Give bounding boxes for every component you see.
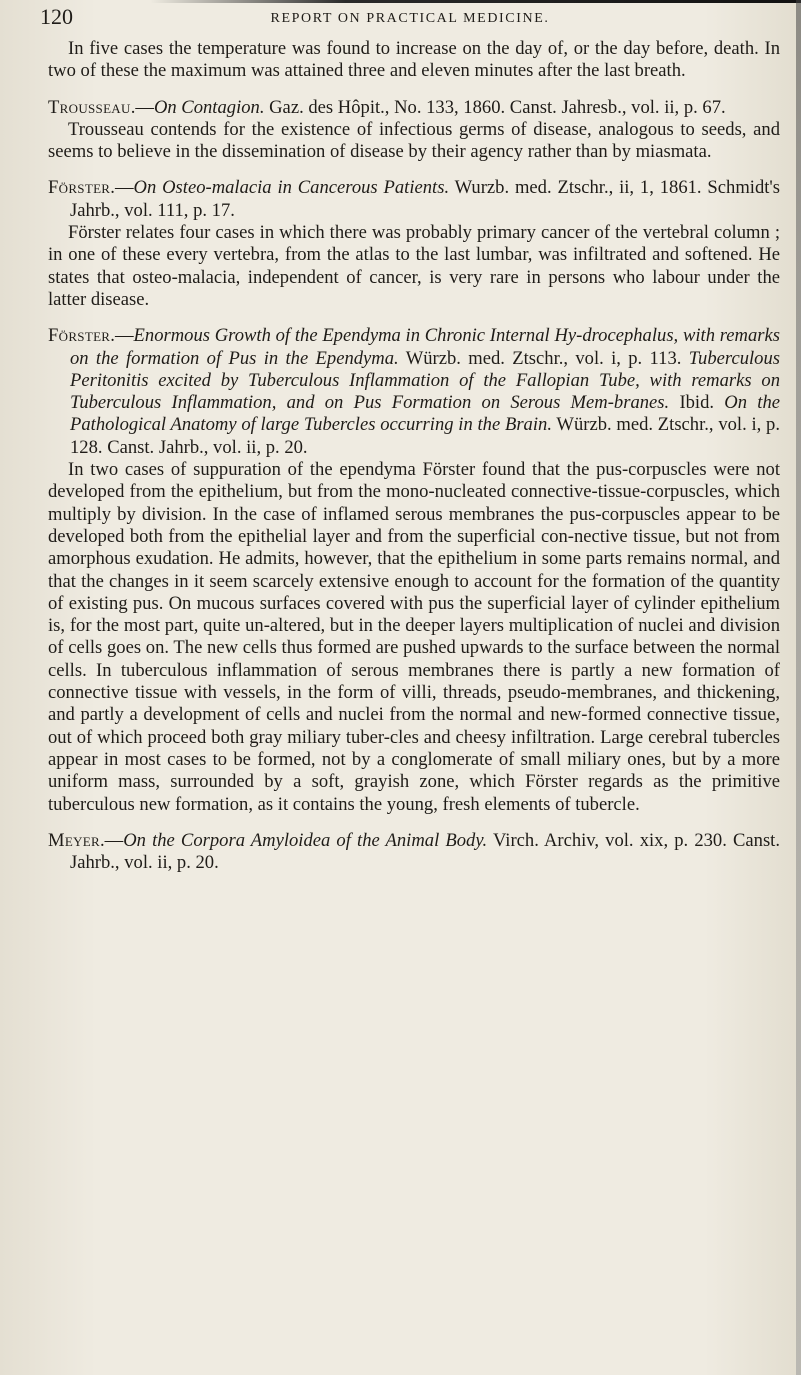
page-number: 120 (40, 4, 73, 29)
reference-title: On the Corpora Amyloidea of the Animal Body. (123, 829, 488, 851)
entry-body: Trousseau contends for the existence of infectious germs of disease, analogous to seeds, and seems to believe in the dissemination of disease by their agency rather than by miasmata. (48, 118, 780, 163)
spacer (48, 816, 780, 830)
running-head: REPORT ON PRACTICAL MEDICINE. (270, 11, 550, 26)
reference-title: Enormous Growth of the Ependyma in Chronic Internal Hy-drocephalus, with remarks on the formation of Pus in the Ependyma. (70, 325, 780, 369)
reference-author: Förster (48, 177, 111, 199)
reference-entry (48, 830, 780, 875)
reference-citation: Würzb. med. Ztschr., vol. i, p. 128. Canst. Jahrb., vol. ii, p. 20. (70, 414, 780, 458)
reference-citation: Virch. Archiv, vol. xix, p. 230. Canst. Jahrb., vol. ii, p. 20. (70, 829, 780, 874)
entry-body: Förster relates four cases in which there was probably primary cancer of the vertebral column ; in one of these every vertebra, from the atlas to the last lumbar, was infiltrated and softened. He states that osteo-malacia, independent of cancer, is very rare in persons who labour under the latter disease. (48, 222, 780, 310)
reference-citation: Wurzb. med. Ztschr., ii, 1, 1861. Schmidt's Jahrb., vol. 111, p. 17. (70, 177, 780, 221)
reference-author: Trousseau (48, 96, 131, 118)
reference-separator: .— (110, 177, 134, 199)
reference-separator: .— (130, 96, 154, 118)
reference-author: Förster (48, 325, 111, 347)
reference-title: On Contagion. (153, 96, 265, 118)
reference-title: Tuberculous Peritonitis excited by Tuberculous Inflammation of the Fallopian Tube, with remarks on Tuberculous Inflammation, and on Pus Formation on Serous Mem-branes. (70, 347, 780, 414)
reference-entry (48, 97, 780, 119)
top-edge-shadow (150, 0, 801, 3)
page-body (48, 38, 780, 874)
reference-citation: Ibid. (669, 392, 725, 414)
reference-title: On the Pathological Anatomy of large Tubercles occurring in the Brain. (70, 392, 780, 436)
spacer (48, 83, 780, 97)
spacer (48, 311, 780, 325)
page-header (40, 4, 780, 38)
reference-entry (48, 325, 780, 459)
spacer (48, 163, 780, 177)
intro-paragraph: In five cases the temperature was found to increase on the day of, or the day before, death. In two of these the maximum was attained three and eleven minutes after the last breath. (48, 38, 780, 82)
reference-separator: .— (110, 325, 134, 347)
reference-author: Meyer (48, 829, 100, 851)
reference-separator: .— (99, 829, 124, 851)
reference-citation: Gaz. des Hôpit., No. 133, 1860. Canst. Jahresb., vol. ii, p. 67. (264, 96, 726, 118)
reference-title: On Osteo-malacia in Cancerous Patients. (133, 177, 450, 199)
right-edge-shadow (796, 0, 801, 1375)
entry-body: In two cases of suppuration of the ependyma Förster found that the pus-corpuscles were not developed from the epithelium, but from the mono-nucleated connective-tissue-corpuscles, which multiply by division. In the case of inflamed serous membranes the pus-corpuscles appear to be developed both from the epithelial layer and from the superficial con-nective tissue, but not from amorphous exudation. He admits, however, that the epithelium in some parts remains normal, and that the changes in it seem scarcely extensive enough to account for the formation of the quantity of existing pus. On mucous surfaces covered with pus the superficial layer of cylinder epithelium is, for the most part, quite un-altered, but in the deeper layers multiplication of nuclei and division of cells goes on. The new cells thus formed are pushed upwards to the surface between the normal cells. In tuberculous inflammation of serous membranes there is partly a new formation of connective tissue with vessels, in the form of villi, threads, pseudo-membranes, and thickening, and partly a development of cells and nuclei from the normal and new-formed connective tissue, out of which proceed both gray miliary tuber-cles and cheesy infiltration. Large cerebral tubercles appear in most cases to be formed, not by a conglomerate of small miliary ones, but by a more uniform mass, surrounded by a soft, grayish zone, which Förster regards as the primitive tuberculous new formation, as it contains the young, fresh elements of tubercle. (48, 459, 780, 815)
reference-entry (48, 177, 780, 222)
reference-citation: Würzb. med. Ztschr., vol. i, p. 113. (398, 347, 689, 369)
